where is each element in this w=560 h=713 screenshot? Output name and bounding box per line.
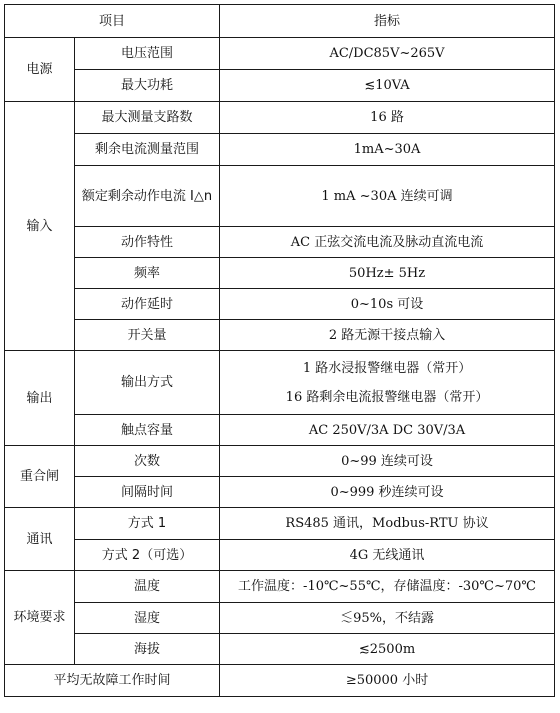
spec-value: RS485 通讯，Modbus-RTU 协议 [220, 508, 555, 540]
table-row [5, 603, 555, 634]
spec-value: AC/DC85V~265V [220, 38, 555, 70]
param-label: 触点容量 [75, 415, 220, 446]
group-label: 重合闸 [5, 446, 75, 508]
param-label: 开关量 [75, 320, 220, 351]
spec-table-body [5, 5, 555, 697]
spec-value: 工作温度：-10℃~55℃，存储温度：-30℃~70℃ [220, 571, 555, 603]
spec-value: ≥50000 小时 [220, 665, 555, 697]
table-row [5, 289, 555, 320]
spec-value: 50Hz± 5Hz [220, 258, 555, 289]
spec-value: AC 250V/3A DC 30V/3A [220, 415, 555, 446]
param-label: 平均无故障工作时间 [5, 665, 220, 697]
spec-value: 1mA~30A [220, 134, 555, 166]
table-header-row [5, 5, 555, 38]
group-label: 通讯 [5, 508, 75, 571]
spec-value-line: 1 路水浸报警继电器（常开） [302, 360, 472, 376]
table-row [5, 415, 555, 446]
spec-value: 1 mA ~30A 连续可调 [220, 166, 555, 227]
param-label: 湿度 [75, 603, 220, 634]
param-label: 方式 1 [75, 508, 220, 540]
header-spec: 指标 [220, 5, 555, 38]
param-label: 动作特性 [75, 227, 220, 258]
param-label: 剩余电流测量范围 [75, 134, 220, 166]
header-item: 项目 [5, 5, 220, 38]
param-label: 电压范围 [75, 38, 220, 70]
table-row [5, 351, 555, 415]
table-row [5, 166, 555, 227]
table-row [5, 665, 555, 697]
param-label: 温度 [75, 571, 220, 603]
spec-value: 4G 无线通讯 [220, 540, 555, 571]
group-label: 输出 [5, 351, 75, 446]
param-label: 方式 2（可选） [75, 540, 220, 571]
group-label: 电源 [5, 38, 75, 102]
spec-value: ≲95%，不结露 [220, 603, 555, 634]
table-row [5, 38, 555, 70]
table-row [5, 508, 555, 540]
table-row [5, 446, 555, 477]
spec-value: 0~99 连续可设 [220, 446, 555, 477]
table-row [5, 227, 555, 258]
param-label: 最大功耗 [75, 70, 220, 102]
param-label: 输出方式 [75, 351, 220, 415]
spec-value: 2 路无源干接点输入 [220, 320, 555, 351]
spec-value: ≲10VA [220, 70, 555, 102]
spec-value [220, 351, 555, 415]
spec-value: ≲2500m [220, 634, 555, 665]
param-label: 额定剩余动作电流 I△n [75, 166, 220, 227]
table-row [5, 320, 555, 351]
param-label: 次数 [75, 446, 220, 477]
param-label: 动作延时 [75, 289, 220, 320]
table-row [5, 70, 555, 102]
table-row [5, 258, 555, 289]
spec-value: 0~10s 可设 [220, 289, 555, 320]
table-row [5, 571, 555, 603]
param-label: 频率 [75, 258, 220, 289]
spec-table [4, 4, 555, 697]
table-row [5, 134, 555, 166]
param-label: 间隔时间 [75, 477, 220, 508]
param-label: 海拔 [75, 634, 220, 665]
table-row [5, 634, 555, 665]
spec-value: 16 路 [220, 102, 555, 134]
table-row [5, 540, 555, 571]
spec-value: AC 正弦交流电流及脉动直流电流 [220, 227, 555, 258]
group-label: 输入 [5, 102, 75, 351]
table-row [5, 477, 555, 508]
spec-value-line: 16 路剩余电流报警继电器（常开） [285, 389, 489, 405]
group-label: 环境要求 [5, 571, 75, 665]
param-label: 最大测量支路数 [75, 102, 220, 134]
table-row [5, 102, 555, 134]
spec-value: 0~999 秒连续可设 [220, 477, 555, 508]
